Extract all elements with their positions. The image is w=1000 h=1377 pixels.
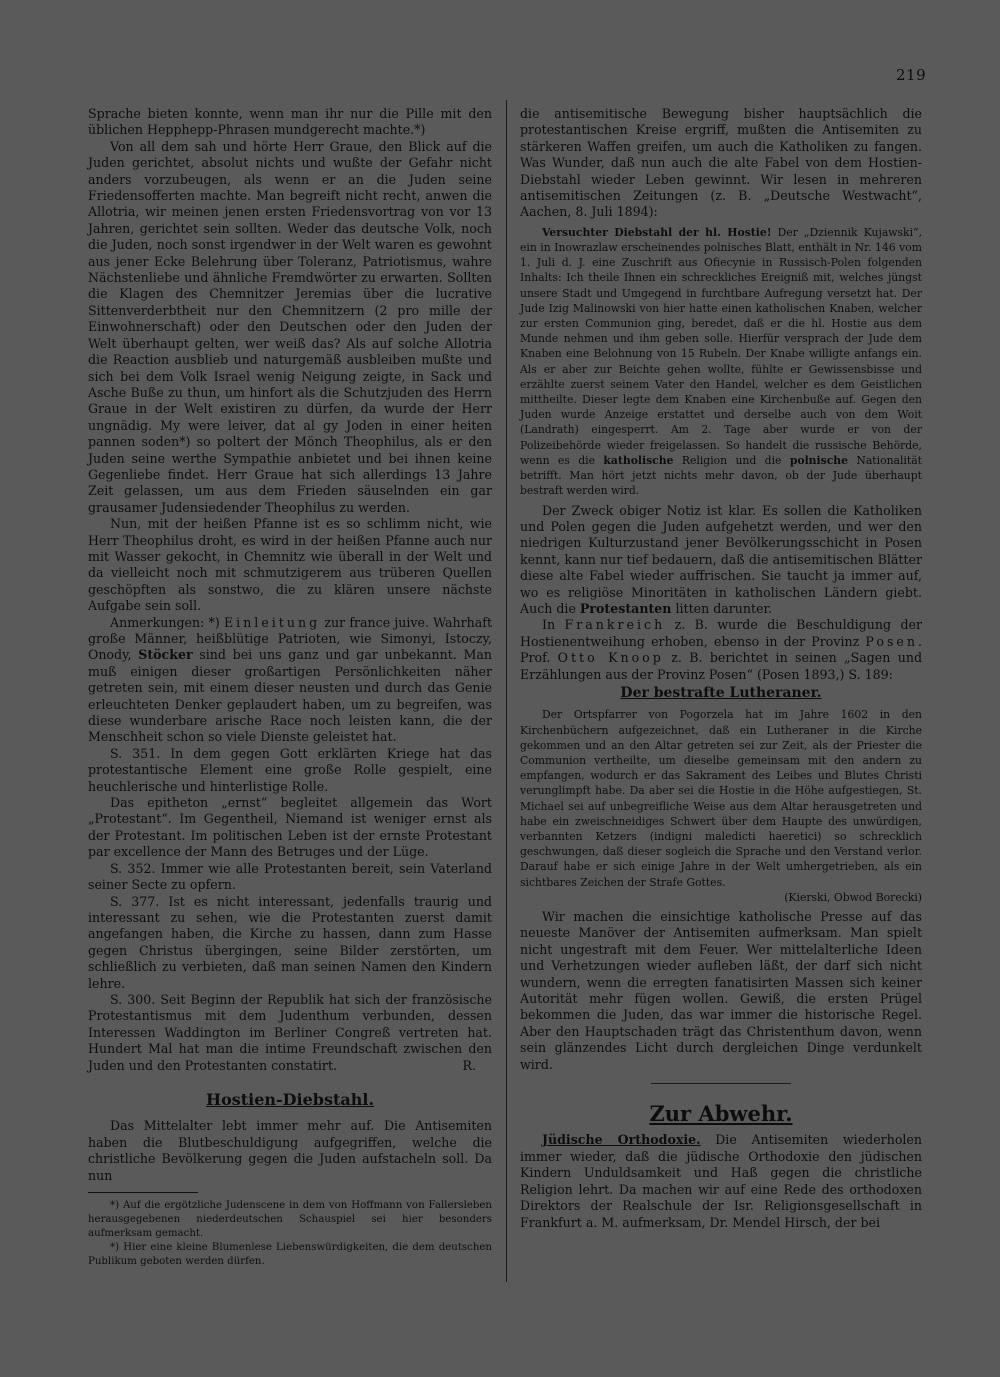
signature: R.: [462, 1057, 476, 1073]
right-column: [520, 106, 922, 1231]
footnote-rule: [88, 1192, 198, 1193]
paragraph: S. 300. Seit Beginn der Republik hat sich der französische Protestantismus mit dem Judenthum verbunden, dessen Interessen Waddington im Berliner Congreß vertreten hat. Hundert Mal hat man die intime Freundschaft zwischen den Juden und den Protestanten constatirt. R.: [88, 991, 492, 1073]
footnote: *) Auf die ergötzliche Judenscene in dem von Hoffmann von Fallersleben herausgegebenen niederdeutschen Schauspiel sei hier besonders aufmerksam gemacht.: [88, 1200, 492, 1239]
left-column: [88, 106, 492, 1269]
paragraph: S. 352. Immer wie alle Protestanten bereit, sein Vaterland seiner Secte zu opfern.: [88, 860, 492, 893]
paragraph: Das Mittelalter lebt immer mehr auf. Die Antisemiten haben die Blutbeschuldigung aufgegriffen, welche die christliche Bevölkerung gegen die Juden aufstacheln soll. Da nun: [88, 1118, 492, 1183]
paragraph: Anmerkungen: *) Einleitung zur france juive. Wahrhaft große Männer, heißblütige Patrioten, wie Simonyi, Istoczy, Onody, Stöcker sind bei uns ganz und gar unbekannt. Man muß einigen dieser großartigen Persönlichkeiten näher getreten sein, mit einem dieser neusten und durch das Genie erleuchteten Denker geplaudert haben, um zu begreifen, was diese wunderbare arische Race noch leisten kann, die der Menschheit schon so viele Dienste geleistet hat.: [88, 614, 492, 745]
section-heading: Hostien-Diebstahl.: [205, 1089, 375, 1109]
paragraph: S. 377. Ist es nicht interessant, jedenfalls traurig und interessant zu sehen, wie die Protestanten zuerst damit angefangen haben, die Kirche zu hassen, dann zum Hasse gegen Christus übergingen, seine Bilder zerstörten, um schließlich zu verbieten, daß man seinen Namen den Kindern lehre.: [88, 893, 492, 991]
quoted-article: [520, 225, 922, 499]
paragraph: Von all dem sah und hörte Herr Graue, den Blick auf die Juden gerichtet, absolut nichts und wußte der Gefahr nicht anders vorzubeugen, als wenn er an die Juden seine Friedensofferten machte. Man begreift nicht recht, anwen die Allotria, wir meinen jenen ersten Friedensvortrag von vor 13 Jahren, gerichtet sein sollten. Weder das deutsche Volk, noch die Juden, noch sonst irgendwer in der Welt waren es gewohnt aus jener Ecke Belehrung über Toleranz, Patriotismus, wahre Nächstenliebe und ähnliche Fremdwörter zu erwarten. Sollten die Klagen des Chemnitzer Jeremias über die lucrative Sittenverderbtheit nur den Chemnitzern (2 pro mille der Einwohnerschaft) oder den Deutschen oder den Juden der Welt überhaupt gelten, wer weiß das? Als auf solche Allotria die Reaction ausblieb und naturgemäß ausbleiben mußte und sich bei dem Volk Israel wenig Neigung zeigte, in Sack und Asche Buße zu thun, um hinfort als die Schutzjuden des Herrn Graue in der Welt existiren zu dürfen, da wurde der Herr ungnädig. My were leiver, dat al gy Joden in einer heiten pannen soden*) so poltert der Mönch Theophilus, als er den Juden seine werthe Sympathie anbietet und bei ihnen keine Gegenliebe findet. Herr Graue hat sich allerdings 13 Jahre Zeit gelassen, um aus dem Frieden säuselnden ein gar grausamer Judensiedender Theophilus zu werden.: [88, 138, 492, 515]
paragraph: Das epitheton „ernst“ begleitet allgemein das Wort „Protestant“. Im Gegentheil, Niemand ist weniger ernst als der Protestant. Im politischen Leben ist der ernste Protestant par excellence der Mann des Betruges und der Lüge.: [88, 795, 492, 860]
footnote: *) Hier eine kleine Blumenlese Liebenswürdigkeiten, die dem deutschen Publikum geboten werden dürfen.: [88, 1242, 492, 1267]
quote-source: (Kierski, Obwod Borecki): [784, 890, 922, 904]
paragraph: Jüdische Orthodoxie. Die Antisemiten wiederholen immer wieder, daß die jüdische Orthodoxie den jüdischen Kindern Unduldsamkeit und Haß gegen die christliche Religion lehrt. Da machen wir auf eine Rede des orthodoxen Direktors der Realschule der Isr. Religionsgesellschaft in Frankfurt a. M. aufmerksam, Dr. Mendel Hirsch, der bei: [520, 1132, 922, 1230]
column-divider: [506, 100, 507, 1282]
paragraph: Der Zweck obiger Notiz ist klar. Es sollen die Katholiken und Polen gegen die Juden aufgehetzt werden, und wer den niedrigen Kulturzustand jener Bevölkerungsschicht in Posen kennt, kann nur tief bedauern, daß die antisemitischen Blätter diese alte Fabel wieder auffrischen. Sie taucht ja immer auf, wo es religiöse Minoritäten in katholischen Ländern giebt. Auch die Protestanten litten darunter.: [520, 502, 922, 616]
quote-paragraph: Versuchter Diebstahl der hl. Hostie! Der „Dziennik Kujawski“, ein in Inowrazlaw erscheinendes polnisches Blatt, enthält in Nr. 146 vom 1. Juli d. J. eine Zuschrift aus Ofiecynie in Russisch-Polen folgenden Inhalts: Ich theile Ihnen ein schreckliches Ereigniß mit, welches jüngst unsere Stadt und Umgegend in furchtbare Aufregung versetzt hat. Der Jude Izig Malinowski von hier hatte einen katholischen Knaben, welcher zur ersten Communion ging, beredet, daß er die hl. Hostie aus dem Munde nehmen und ihm geben solle. Hierfür versprach der Jude dem Knaben eine Belohnung von 15 Rubeln. Der Knabe willigte anfangs ein. Als er aber zur Beichte gehen wollte, fühlte er Gewissensbisse und erzählte zuerst seinem Vater den Handel, welcher es dem Geistlichen mittheilte. Dieser legte dem Knaben eine Kirchenbuße auf. Gegen den Juden wurde Anzeige erstattet und derselbe auch von dem Woit (Landrath) eingesperrt. Am 2. Tage aber wurde er von der Polizeibehörde wieder freigelassen. So handelt die russische Behörde, wenn es die katholische Religion und die polnische Nationalität betrifft. Man hört jetzt nichts mehr davon, ob der Jude überhaupt bestraft werden wird.: [520, 225, 922, 498]
paragraph: Sprache bieten konnte, wenn man ihr nur die Pille mit den üblichen Hepphepp-Phrasen mundgerecht machte.*): [88, 106, 492, 138]
page-number: 219: [896, 66, 927, 84]
quote-heading: Der bestrafte Lutheraner.: [620, 684, 822, 701]
paragraph: Wir machen die einsichtige katholische Presse auf das neueste Manöver der Antisemiten aufmerksam. Man spielt nicht ungestraft mit dem Feuer. Wer mittelalterliche Ideen und Verhetzungen wieder aufleben läßt, der darf sich nicht wundern, wenn die erregten fanatisirten Massen sich keiner Autorität mehr fügen wollen. Gewiß, die ersten Prügel bekommen die Juden, das war immer die historische Regel. Aber den Hauptschaden trägt das Christenthum davon, wenn sein glänzendes Licht durch dergleichen Dinge verdunkelt wird.: [520, 909, 922, 1072]
paragraph: Nun, mit der heißen Pfanne ist es so schlimm nicht, wie Herr Theophilus droht, es wird in der heißen Pfanne auch nur mit Wasser gekocht, in Chemnitz wie überall in der Welt und da vielleicht noch mit schmutzigerem aus trüberen Quellen geschöpften als sonstwo, die zu klären unsere nächste Aufgabe sein soll.: [88, 516, 492, 614]
paragraph: In Frankreich z. B. wurde die Beschuldigung der Hostienentweihung erhoben, ebenso in der Provinz Posen. Prof. Otto Knoop z. B. berichtet in seinen „Sagen und Erzählungen aus der Provinz Posen“ (Posen 1893,) S. 189:: [520, 617, 923, 682]
paragraph: S. 351. In dem gegen Gott erklärten Kriege hat das protestantische Element eine große Rolle gespielt, eine heuchlerische und hinterlistige Rolle.: [88, 745, 492, 794]
quote-paragraph: Der Ortspfarrer von Pogorzela hat im Jahre 1602 in den Kirchenbüchern aufgezeichnet, daß ein Lutheraner in die Kirche gekommen und an den Altar getreten sei zur Zeit, als der Priester die Communion vertheilte, um dieselbe gemeinsam mit den andern zu empfangen, wodurch er das Sakrament des Leibes und Blutes Christi verunglimpft habe. Da aber sei die Hostie in die Höhe aufgestiegen, St. Michael sei auf unbegreifliche Weise aus dem Altar herausgetreten und habe ein zweischneidiges Schwert über dem Haupte des unwürdigen, verbannten Ketzers (indigni maledicti haeretici) so schrecklich geschwungen, daß dieser sogleich die Sprache und den Verstand verlor. Darauf habe er sich einige Jahre in der Welt umhergetrieben, als ein sichtbares Zeichen der Strafe Gottes.: [520, 708, 922, 889]
footnotes: [88, 1199, 492, 1269]
section-divider: [651, 1083, 791, 1084]
section-heading: Zur Abwehr.: [649, 1101, 793, 1127]
quoted-legend: [520, 707, 922, 905]
paragraph: die antisemitische Bewegung bisher hauptsächlich die protestantischen Kreise ergriff, mußten die Antisemiten zu stärkeren Waffen greifen, um auch die Katholiken zu fangen. Was Wunder, daß nun auch die alte Fabel von dem Hostien-Diebstahl wieder Leben gewinnt. Wir lesen in mehreren antisemitischen Zeitungen (z. B. „Deutsche Westwacht“, Aachen, 8. Juli 1894):: [520, 106, 922, 220]
